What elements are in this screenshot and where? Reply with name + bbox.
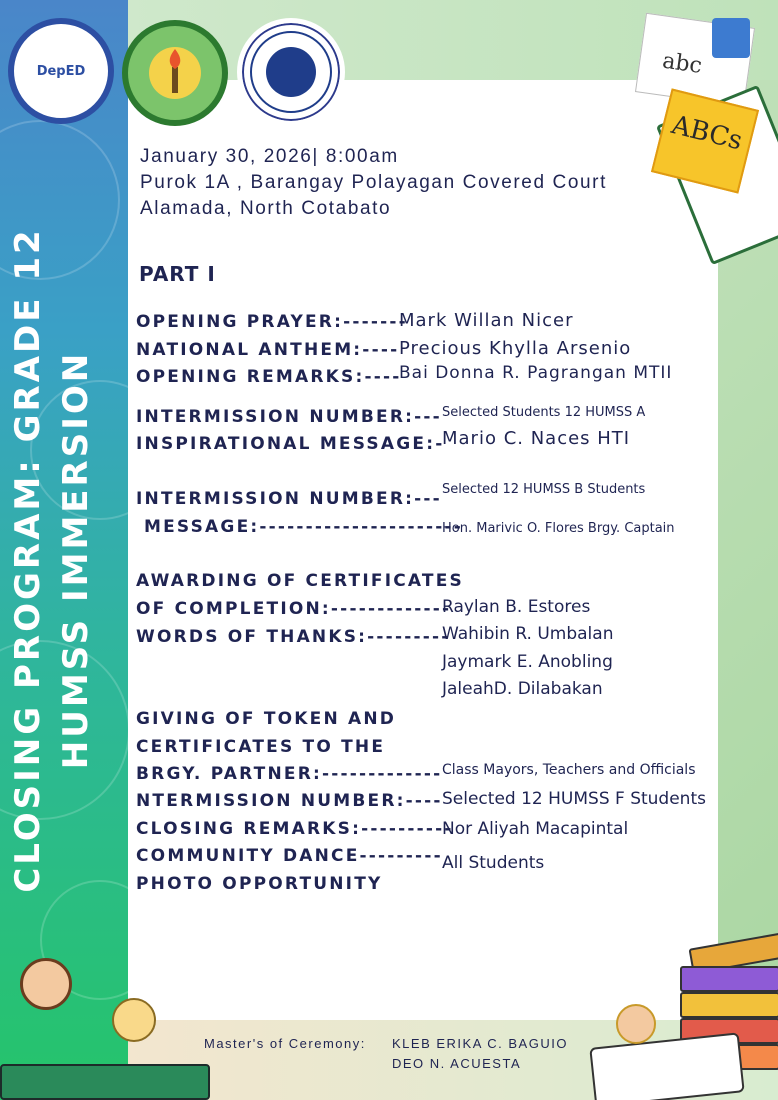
book-stack-icon — [680, 992, 778, 1018]
message-label: MESSAGE:---------------------- — [144, 517, 463, 537]
side-title-line2: HUMSS IMMERSION — [56, 350, 96, 770]
opening-remarks-value: Bai Donna R. Pagrangan MTII — [399, 363, 673, 383]
part-heading: PART I — [139, 262, 216, 286]
photo-label: PHOTO OPPORTUNITY — [136, 874, 383, 894]
anthem-label: NATIONAL ANTHEM:---- — [136, 340, 400, 360]
book-illustration — [0, 1064, 210, 1100]
opening-remarks-label: OPENING REMARKS:---- — [136, 367, 402, 387]
side-band — [0, 0, 128, 1100]
dance-value: All Students — [442, 853, 545, 873]
thanks-value-1: Wahibin R. Umbalan — [442, 624, 614, 644]
anthem-value: Precious Khylla Arsenio — [399, 338, 632, 359]
token-label-line3: BRGY. PARTNER:------------- — [136, 764, 443, 784]
token-value: Class Mayors, Teachers and Officials — [442, 762, 696, 778]
deped-seal-logo — [237, 18, 345, 126]
intermission3-value: Selected 12 HUMSS F Students — [442, 789, 706, 809]
student-illustration — [112, 998, 156, 1042]
intermission2-value: Selected 12 HUMSS B Students — [442, 482, 646, 497]
side-title-line1: CLOSING PROGRAM: GRADE 12 — [8, 227, 48, 893]
token-label-line2: CERTIFICATES TO THE — [136, 737, 386, 757]
thanks-label: WORDS OF THANKS:--------- — [136, 627, 451, 647]
closing-remarks-label: CLOSING REMARKS:---------- — [136, 819, 454, 839]
dance-label: COMMUNITY DANCE--------- — [136, 846, 443, 866]
event-datetime: January 30, 2026| 8:00am — [140, 146, 399, 167]
school-logo-text: DepED — [36, 63, 86, 79]
awarding-value: Raylan B. Estores — [442, 597, 591, 617]
inspirational-label: INSPIRATIONAL MESSAGE:- — [136, 434, 445, 454]
awarding-label-line1: AWARDING OF CERTIFICATES — [136, 571, 464, 591]
closing-remarks-value: Nor Aliyah Macapintal — [442, 819, 629, 839]
paper-text: abc — [660, 48, 704, 79]
pencil-cup-icon — [712, 18, 750, 58]
event-info — [140, 144, 607, 222]
intermission1-value: Selected Students 12 HUMSS A — [442, 405, 646, 420]
opening-prayer-label: OPENING PRAYER:------- — [136, 312, 408, 332]
token-label-line1: GIVING OF TOKEN AND — [136, 709, 397, 729]
opening-prayer-value: Mark Willan Nicer — [399, 310, 574, 331]
emcee-name-1: KLEB ERIKA C. BAGUIO — [392, 1036, 568, 1051]
thanks-value-3: JaleahD. Dilabakan — [442, 679, 603, 699]
student-illustration — [20, 958, 72, 1010]
side-title — [4, 180, 124, 940]
school-logo — [8, 18, 114, 124]
event-place: Alamada, North Cotabato — [140, 198, 392, 219]
inspirational-value: Mario C. Naces HTI — [442, 428, 631, 449]
emcee-name-2: DEO N. ACUESTA — [392, 1056, 522, 1071]
event-venue: Purok 1A , Barangay Polayagan Covered Court — [140, 172, 607, 193]
torch-icon — [145, 43, 205, 103]
thanks-value-2: Jaymark E. Anobling — [442, 652, 613, 672]
abc-card-text: ABCs — [668, 110, 746, 157]
intermission2-label: INTERMISSION NUMBER:--- — [136, 489, 442, 509]
division-logo — [122, 20, 228, 126]
awarding-label-line2: OF COMPLETION:------------- — [136, 599, 452, 619]
intermission1-label: INTERMISSION NUMBER:--- — [136, 407, 442, 427]
emcee-block — [204, 1034, 568, 1071]
intermission3-label: NTERMISSION NUMBER:---- — [136, 791, 443, 811]
student-illustration — [616, 1004, 656, 1044]
emcee-label: Master's of Ceremony: — [204, 1036, 366, 1051]
book-stack-icon — [680, 966, 778, 992]
message-value: Hon. Marivic O. Flores Brgy. Captain — [442, 521, 675, 536]
